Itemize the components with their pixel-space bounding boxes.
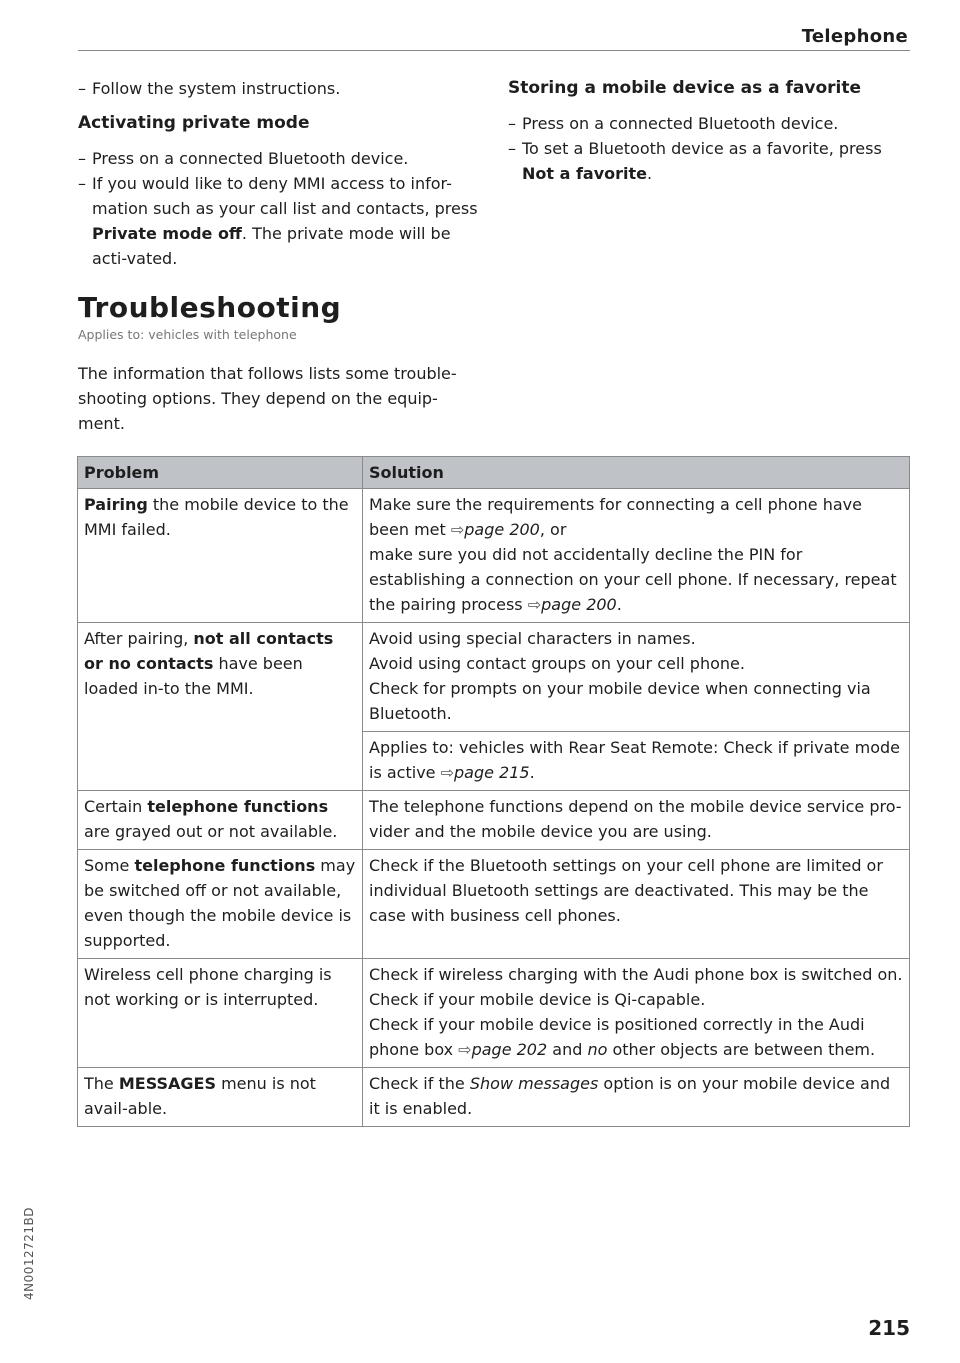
left-column: [78, 76, 478, 436]
solution-cell: Check if the Show messages option is on your mobile device and it is enabled.: [363, 1068, 910, 1127]
private-mode-heading: Activating private mode: [78, 113, 310, 133]
solution-cell: Make sure the requirements for connecting a cell phone have been met ⇨page 200, or make sure you did not accidentally decline the PIN for establishing a connection on your cell phone. If necessary, repeat the pairing process ⇨page 200.: [363, 489, 910, 623]
troubleshooting-table: [77, 456, 910, 1127]
section-title: Telephone: [801, 26, 908, 47]
page-reference-link[interactable]: page 202: [471, 1040, 548, 1059]
problem-cell: The MESSAGES menu is not avail-able.: [78, 1068, 363, 1127]
step-follow-instructions: – Follow the system instructions.: [78, 76, 478, 101]
arrow-right-icon: ⇨: [440, 763, 454, 782]
not-a-favorite-label: Not a favorite: [522, 164, 648, 183]
table-row: [78, 489, 910, 623]
problem-cell: Pairing the mobile device to the MMI failed.: [78, 489, 363, 623]
dash-bullet: –: [508, 139, 516, 158]
page-reference-link[interactable]: page 200: [541, 595, 617, 614]
dash-bullet: –: [508, 114, 516, 133]
document-code: 4N0012721BD: [22, 1206, 36, 1300]
problem-cell: Some telephone functions may be switched off or not available, even though the mobile device is supported.: [78, 850, 363, 959]
solution-cell: Check if wireless charging with the Audi phone box is switched on. Check if your mobile device is Qi-capable. Check if your mobile device is positioned correctly in the Audi phone box ⇨page 202 and no other objects are between them.: [363, 959, 910, 1068]
private-mode-off-label: Private mode off: [92, 224, 242, 243]
favorite-heading: Storing a mobile device as a favorite: [508, 78, 862, 98]
page-reference-link[interactable]: page 215: [454, 763, 530, 782]
problem-cell: Certain telephone functions are grayed out or not available.: [78, 791, 363, 850]
private-step-1: – Press on a connected Bluetooth device.: [78, 146, 478, 171]
table-row: [78, 623, 910, 732]
solution-cell: Applies to: vehicles with Rear Seat Remote: Check if private mode is active ⇨page 215.: [363, 732, 910, 791]
table-row: [78, 1068, 910, 1127]
solution-cell: Avoid using special characters in names. Avoid using contact groups on your cell phone. Check for prompts on your mobile device when connecting via Bluetooth.: [363, 623, 910, 732]
page-reference-link[interactable]: page 200: [464, 520, 540, 539]
arrow-right-icon: ⇨: [450, 520, 465, 539]
applies-note: Applies to: vehicles with telephone: [78, 327, 297, 342]
private-step-2: – If you would like to deny MMI access to infor-mation such as your call list and contacts, press Private mode off. The private mode will be acti-vated.: [78, 171, 478, 271]
table-row: [78, 791, 910, 850]
problem-column-header: Problem: [78, 457, 363, 489]
solution-cell: Check if the Bluetooth settings on your cell phone are limited or individual Bluetooth settings are deactivated. This may be the case with business cell phones.: [363, 850, 910, 959]
troubleshooting-heading: Troubleshooting: [78, 291, 342, 324]
dash-bullet: –: [78, 149, 86, 168]
arrow-right-icon: ⇨: [527, 595, 542, 614]
right-column: [508, 76, 910, 186]
solution-cell: The telephone functions depend on the mobile device service pro-vider and the mobile device you are using.: [363, 791, 910, 850]
problem-cell: Wireless cell phone charging is not working or is interrupted.: [78, 959, 363, 1068]
dash-bullet: –: [78, 79, 86, 98]
table-row: [78, 850, 910, 959]
solution-column-header: Solution: [363, 457, 910, 489]
header-rule: [78, 50, 910, 51]
page-number: 215: [868, 1316, 910, 1340]
favorite-step-2: – To set a Bluetooth device as a favorite, press Not a favorite.: [508, 136, 910, 186]
intro-paragraph: The information that follows lists some trouble-shooting options. They depend on the equip-ment.: [78, 364, 457, 433]
arrow-right-icon: ⇨: [458, 1040, 472, 1059]
table-row: [78, 959, 910, 1068]
problem-cell: After pairing, not all contacts or no contacts have been loaded in-to the MMI.: [78, 623, 363, 791]
table-header-row: [78, 457, 910, 489]
dash-bullet: –: [78, 174, 86, 193]
favorite-step-1: – Press on a connected Bluetooth device.: [508, 111, 910, 136]
